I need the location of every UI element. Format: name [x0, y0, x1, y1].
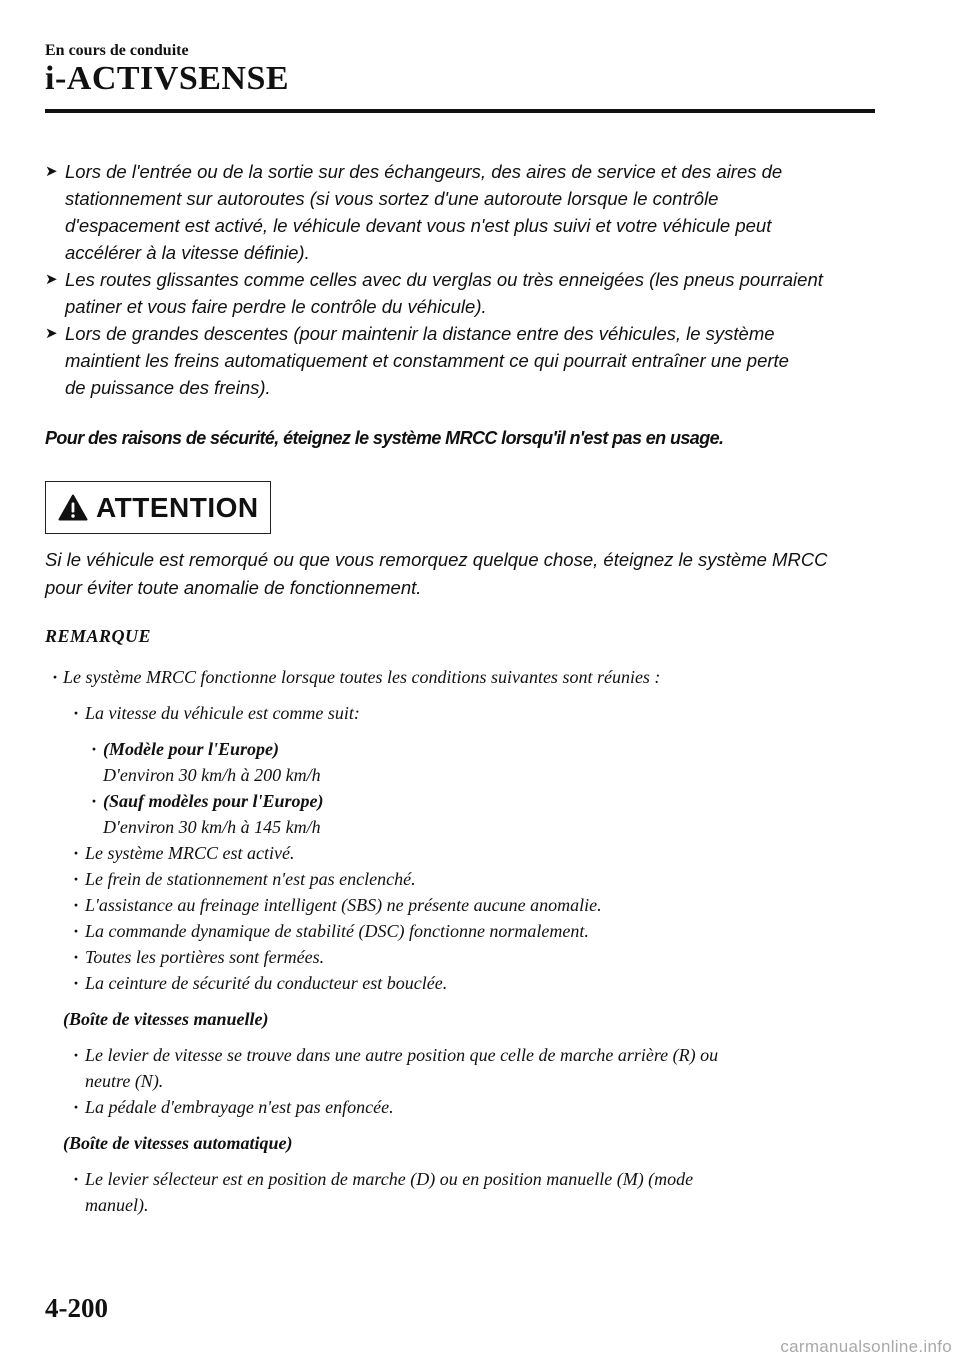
dot-bullet-icon: · — [73, 1169, 80, 1189]
condition-bullet-list — [45, 158, 875, 401]
speed-other-label: (Sauf modèles pour l'Europe) — [103, 791, 324, 811]
list-item — [45, 892, 885, 918]
bullet-line: maintient les freins automatiquement et constamment ce qui pourrait entraîner une perte — [65, 350, 789, 371]
dot-bullet-icon: · — [91, 791, 98, 811]
list-item — [45, 840, 885, 866]
dot-bullet-icon: · — [52, 667, 59, 687]
caution-box — [45, 481, 271, 534]
arrow-bullet-icon: ➤ — [45, 325, 58, 342]
speed-intro: La vitesse du véhicule est comme suit: — [85, 703, 360, 723]
dot-bullet-icon: · — [73, 973, 80, 993]
speed-europe-label: (Modèle pour l'Europe) — [103, 739, 280, 759]
dot-bullet-icon: · — [73, 1045, 80, 1065]
warning-triangle-icon — [58, 494, 88, 521]
speed-europe-value: D'environ 30 km/h à 200 km/h — [103, 765, 321, 785]
condition-text: La ceinture de sécurité du conducteur est bouclée. — [85, 973, 448, 993]
caution-line: Si le véhicule est remorqué ou que vous remorquez quelque chose, éteignez le système MRCC — [45, 549, 828, 570]
automatic-transmission-heading: (Boîte de vitesses automatique) — [63, 1133, 293, 1153]
list-item — [45, 736, 885, 788]
list-item — [45, 918, 885, 944]
condition-text: L'assistance au freinage intelligent (SBS) ne présente aucune anomalie. — [85, 895, 602, 915]
condition-text: Toutes les portières sont fermées. — [85, 947, 325, 967]
list-item — [45, 866, 885, 892]
dot-bullet-icon: · — [73, 921, 80, 941]
condition-text: Le frein de stationnement n'est pas enclenché. — [85, 869, 416, 889]
bullet-line: Lors de grandes descentes (pour maintenir la distance entre des véhicules, le système — [65, 323, 775, 344]
speed-other-value: D'environ 30 km/h à 145 km/h — [103, 817, 321, 837]
manual-transmission-heading: (Boîte de vitesses manuelle) — [63, 1009, 269, 1029]
dot-bullet-icon: · — [73, 703, 80, 723]
arrow-bullet-icon: ➤ — [45, 163, 58, 180]
dot-bullet-icon: · — [73, 1097, 80, 1117]
dot-bullet-icon: · — [73, 843, 80, 863]
manual-item-line: neutre (N). — [85, 1071, 164, 1091]
bullet-line: accélérer à la vitesse définie). — [65, 242, 310, 263]
list-item — [45, 664, 885, 690]
caution-label: ATTENTION — [96, 491, 259, 523]
header-divider — [45, 109, 875, 113]
note-intro: Le système MRCC fonctionne lorsque toutes les conditions suivantes sont réunies : — [63, 667, 661, 687]
condition-text: La commande dynamique de stabilité (DSC) fonctionne normalement. — [85, 921, 589, 941]
manual-item-line: Le levier de vitesse se trouve dans une autre position que celle de marche arrière (R) ou — [85, 1045, 719, 1065]
dot-bullet-icon: · — [91, 739, 98, 759]
bullet-line: Lors de l'entrée ou de la sortie sur des échangeurs, des aires de service et des aires de — [65, 161, 783, 182]
section-label: En cours de conduite — [45, 42, 189, 59]
bullet-line: stationnement sur autoroutes (si vous sortez d'une autoroute lorsque le contrôle — [65, 188, 719, 209]
bullet-item — [45, 320, 875, 401]
bullet-line: d'espacement est activé, le véhicule devant vous n'est plus suivi et votre véhicule peut — [65, 215, 772, 236]
bullet-line: de puissance des freins). — [65, 377, 271, 398]
list-item — [45, 1094, 885, 1120]
note-heading: REMARQUE — [45, 626, 152, 646]
bullet-line: patiner et vous faire perdre le contrôle du véhicule). — [65, 296, 487, 317]
list-item — [45, 1166, 885, 1218]
bullet-item — [45, 158, 875, 266]
dot-bullet-icon: · — [73, 895, 80, 915]
caution-line: pour éviter toute anomalie de fonctionnement. — [45, 577, 422, 598]
list-item — [45, 944, 885, 970]
caution-text — [45, 546, 875, 602]
watermark: carmanualsonline.info — [780, 1337, 952, 1356]
auto-item-line: manuel). — [85, 1195, 149, 1215]
bullet-item — [45, 266, 875, 320]
list-item — [45, 700, 885, 726]
list-item — [45, 970, 885, 996]
list-item — [45, 788, 885, 840]
manual-item-line: La pédale d'embrayage n'est pas enfoncée. — [85, 1097, 394, 1117]
page-number: 4-200 — [45, 1293, 108, 1323]
note-body — [45, 664, 885, 1218]
list-item — [45, 1042, 885, 1094]
dot-bullet-icon: · — [73, 947, 80, 967]
bullet-line: Les routes glissantes comme celles avec du verglas ou très enneigées (les pneus pourraient — [65, 269, 823, 290]
page-title: i-ACTIVSENSE — [45, 60, 290, 97]
dot-bullet-icon: · — [73, 869, 80, 889]
auto-item-line: Le levier sélecteur est en position de marche (D) ou en position manuelle (M) (mode — [85, 1169, 694, 1189]
arrow-bullet-icon: ➤ — [45, 271, 58, 288]
safety-note: Pour des raisons de sécurité, éteignez le système MRCC lorsqu'il n'est pas en usage. — [45, 428, 724, 448]
condition-text: Le système MRCC est activé. — [85, 843, 295, 863]
